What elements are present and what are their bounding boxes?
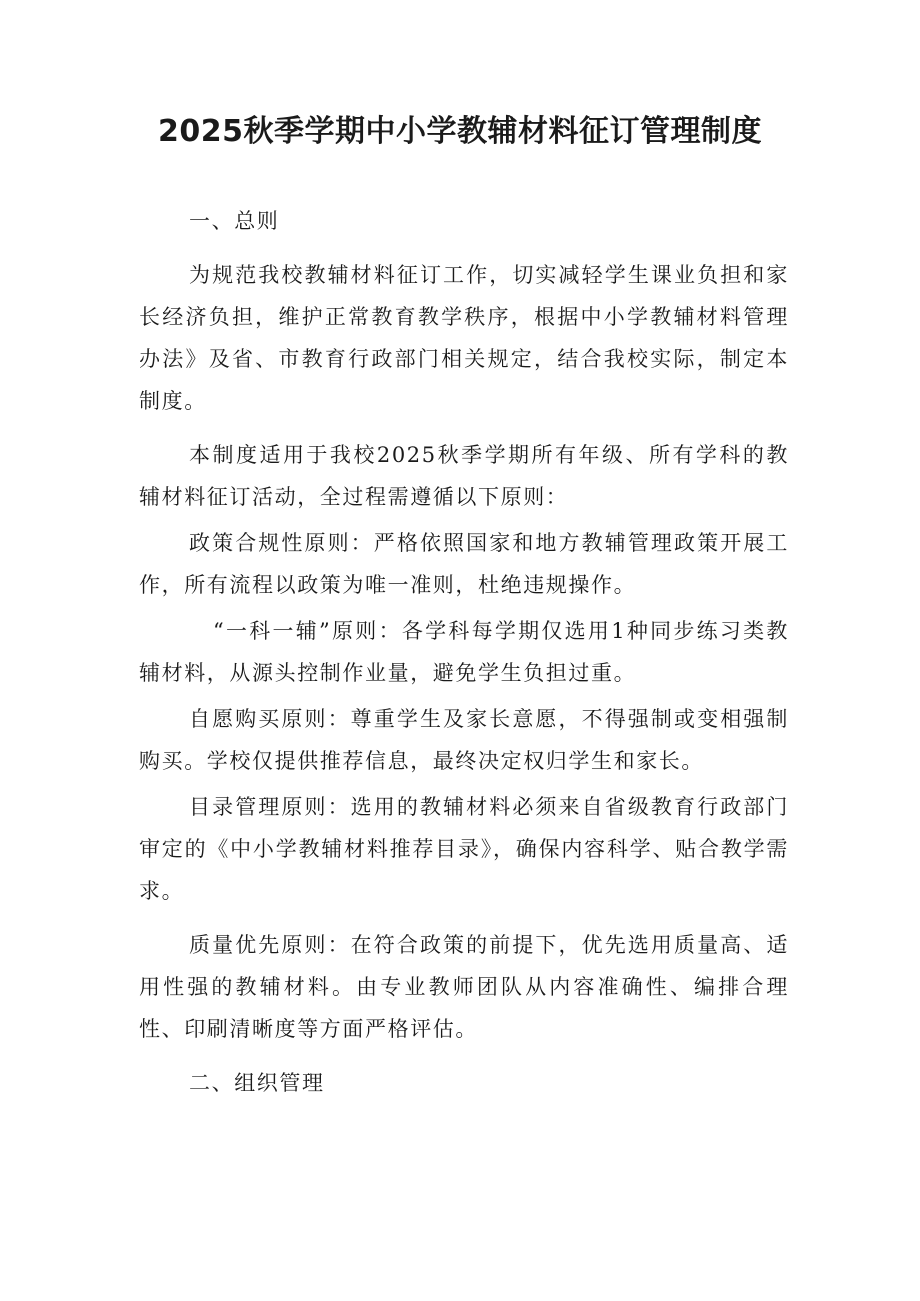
paragraph-purpose: 为规范我校教辅材料征订工作，切实减轻学生课业负担和家长经济负担，维护正常教育教学秩序，根据中小学教辅材料管理办法》及省、市教育行政部门相关规定，结合我校实际，制定本制度。: [139, 263, 789, 413]
section-heading-organization: 二、组织管理: [189, 1071, 325, 1095]
paragraph-scope: 本制度适用于我校2025秋季学期所有年级、所有学科的教辅材料征订活动，全过程需遵循以下原则：: [139, 443, 789, 509]
document-title: 2025秋季学期中小学教辅材料征订管理制度: [158, 114, 762, 149]
section-heading-general: 一、总则: [189, 209, 280, 233]
paragraph-quality-priority: 质量优先原则：在符合政策的前提下，优先选用质量高、适用性强的教辅材料。由专业教师团队从内容准确性、编排合理性、印刷清晰度等方面严格评估。: [139, 933, 789, 1041]
paragraph-policy-compliance: 政策合规性原则：严格依照国家和地方教辅管理政策开展工作，所有流程以政策为唯一准则，杜绝违规操作。: [139, 531, 789, 597]
paragraph-catalog-management: 目录管理原则：选用的教辅材料必须来自省级教育行政部门审定的《中小学教辅材料推荐目录》，确保内容科学、贴合教学需求。: [139, 795, 789, 903]
paragraph-one-subject-one-aid: “一科一辅”原则：各学科每学期仅选用1种同步练习类教辅材料，从源头控制作业量，避免学生负担过重。: [139, 619, 789, 685]
paragraph-voluntary-purchase: 自愿购买原则：尊重学生及家长意愿，不得强制或变相强制购买。学校仅提供推荐信息，最终决定权归学生和家长。: [139, 707, 789, 773]
document-body: [139, 200, 789, 1104]
